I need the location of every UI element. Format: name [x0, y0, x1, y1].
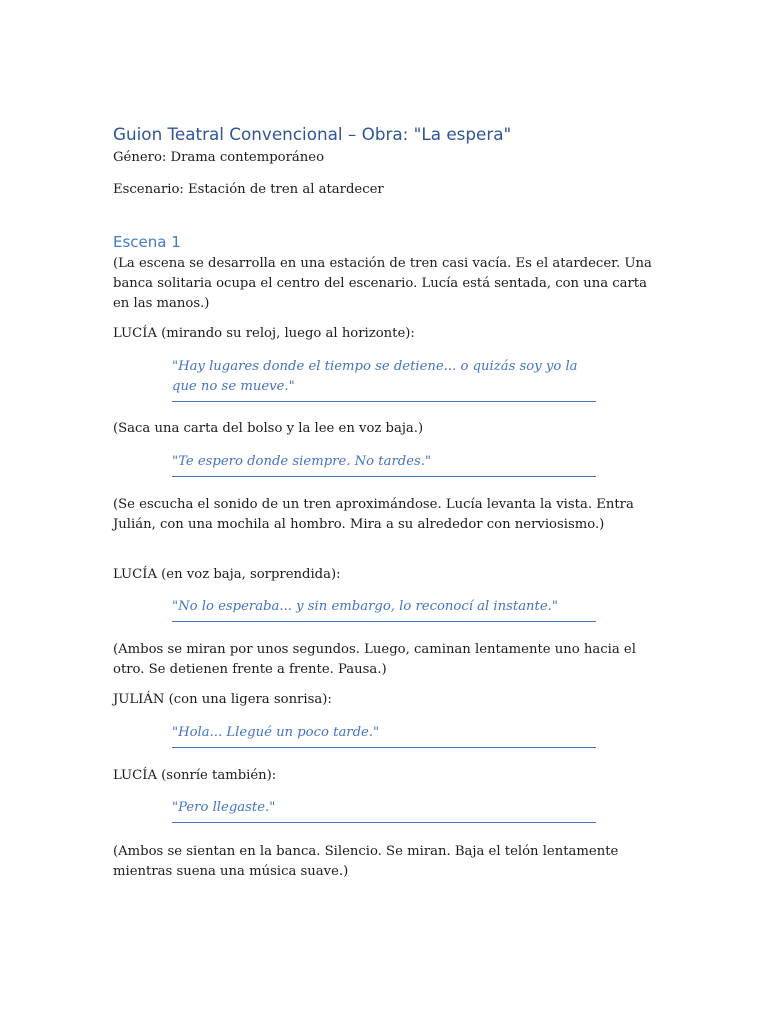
play-title: Guion Teatral Convencional – Obra: "La espera"	[113, 124, 512, 144]
genre-line: Género: Drama contemporáneo	[113, 150, 325, 165]
dialogue-quote: "Hola... Llegué un poco tarde."	[172, 723, 596, 748]
stage-direction: (Se escucha el sonido de un tren aproximándose. Lucía levanta la vista. Entra Julián, con una mochila al hombro. Mira a su alrededor con nerviosismo.)	[113, 497, 634, 532]
dialogue-quote: "Pero llegaste."	[172, 798, 596, 823]
stage-direction: (Ambos se miran por unos segundos. Luego, caminan lentamente uno hacia el otro. Se detienen frente a frente. Pausa.)	[113, 642, 636, 677]
scene-heading: Escena 1	[113, 233, 181, 251]
speaker-line: JULIÁN (con una ligera sonrisa):	[113, 692, 332, 707]
speaker-line: LUCÍA (en voz baja, sorprendida):	[113, 567, 341, 582]
speaker-line: LUCÍA (sonríe también):	[113, 768, 277, 783]
setting-line: Escenario: Estación de tren al atardecer	[113, 182, 384, 197]
dialogue-quote: "Hay lugares donde el tiempo se detiene... o quizás soy yo la que no se mueve."	[172, 357, 596, 402]
stage-direction: (La escena se desarrolla en una estación de tren casi vacía. Es el atardecer. Una banca solitaria ocupa el centro del escenario. Lucía está sentada, con una carta en las manos.)	[113, 256, 652, 311]
dialogue-quote: "Te espero donde siempre. No tardes."	[172, 452, 596, 477]
speaker-line: LUCÍA (mirando su reloj, luego al horizonte):	[113, 326, 415, 341]
stage-direction: (Saca una carta del bolso y la lee en voz baja.)	[113, 421, 424, 436]
dialogue-quote: "No lo esperaba... y sin embargo, lo reconocí al instante."	[172, 597, 596, 622]
stage-direction: (Ambos se sientan en la banca. Silencio. Se miran. Baja el telón lentamente mientras suena una música suave.)	[113, 844, 619, 879]
